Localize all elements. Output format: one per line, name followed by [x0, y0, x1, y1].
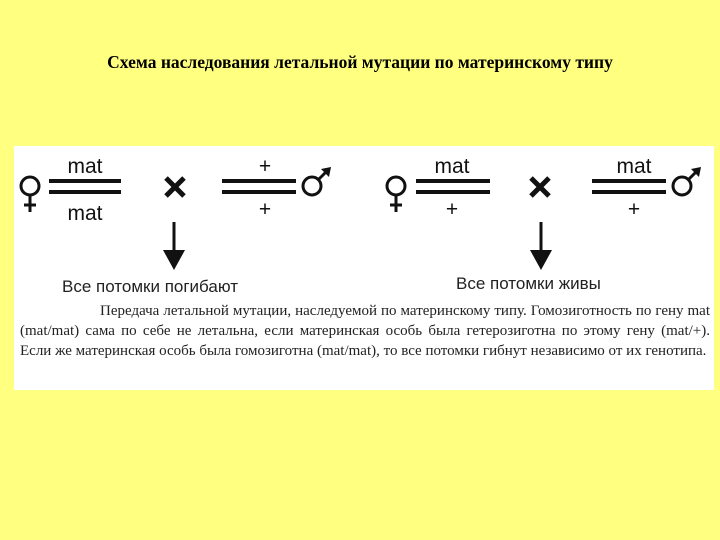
chromosome-bar	[592, 179, 666, 183]
male-top-allele: mat	[616, 155, 652, 178]
female-top-allele: mat	[67, 155, 103, 178]
chromosome-bar	[49, 190, 121, 194]
female-symbol-icon	[387, 177, 405, 212]
cross-2	[387, 155, 701, 293]
chromosome-bar	[222, 179, 296, 183]
slide-title: Схема наследования летальной мутации по материнскому типу	[107, 52, 613, 72]
cross-x-icon	[166, 178, 184, 196]
down-arrow-icon	[163, 222, 185, 270]
chromosome-bar	[49, 179, 121, 183]
male-symbol-icon	[673, 167, 701, 195]
male-symbol-icon	[303, 167, 331, 195]
cross-x-icon	[531, 178, 549, 196]
female-symbol-icon	[21, 177, 39, 212]
female-bottom-allele: mat	[67, 202, 103, 225]
cross-1	[21, 155, 331, 296]
diagram-panel	[14, 146, 714, 390]
chromosome-bar	[592, 190, 666, 194]
figure-caption: Передача летальной мутации, наследуемой по материнскому типу. Гомозиготность по гену mat (mat/mat) сама по себе не летальна, если материнская особь была гетерозиготна по этому гену (mat/+). Если же материнская особь была гомозиготна (mat/mat), то все потомки гибнут независимо от их генотипа.	[20, 303, 710, 359]
chromosome-bar	[416, 179, 490, 183]
result-label: Все потомки погибают	[62, 277, 239, 296]
female-top-allele: mat	[434, 155, 470, 178]
female-bottom-allele: +	[445, 198, 459, 221]
chromosome-bar	[416, 190, 490, 194]
male-bottom-allele: +	[258, 198, 272, 221]
result-label: Все потомки живы	[456, 274, 601, 293]
male-top-allele: +	[258, 155, 272, 178]
down-arrow-icon	[530, 222, 552, 270]
male-bottom-allele: +	[627, 198, 641, 221]
chromosome-bar	[222, 190, 296, 194]
